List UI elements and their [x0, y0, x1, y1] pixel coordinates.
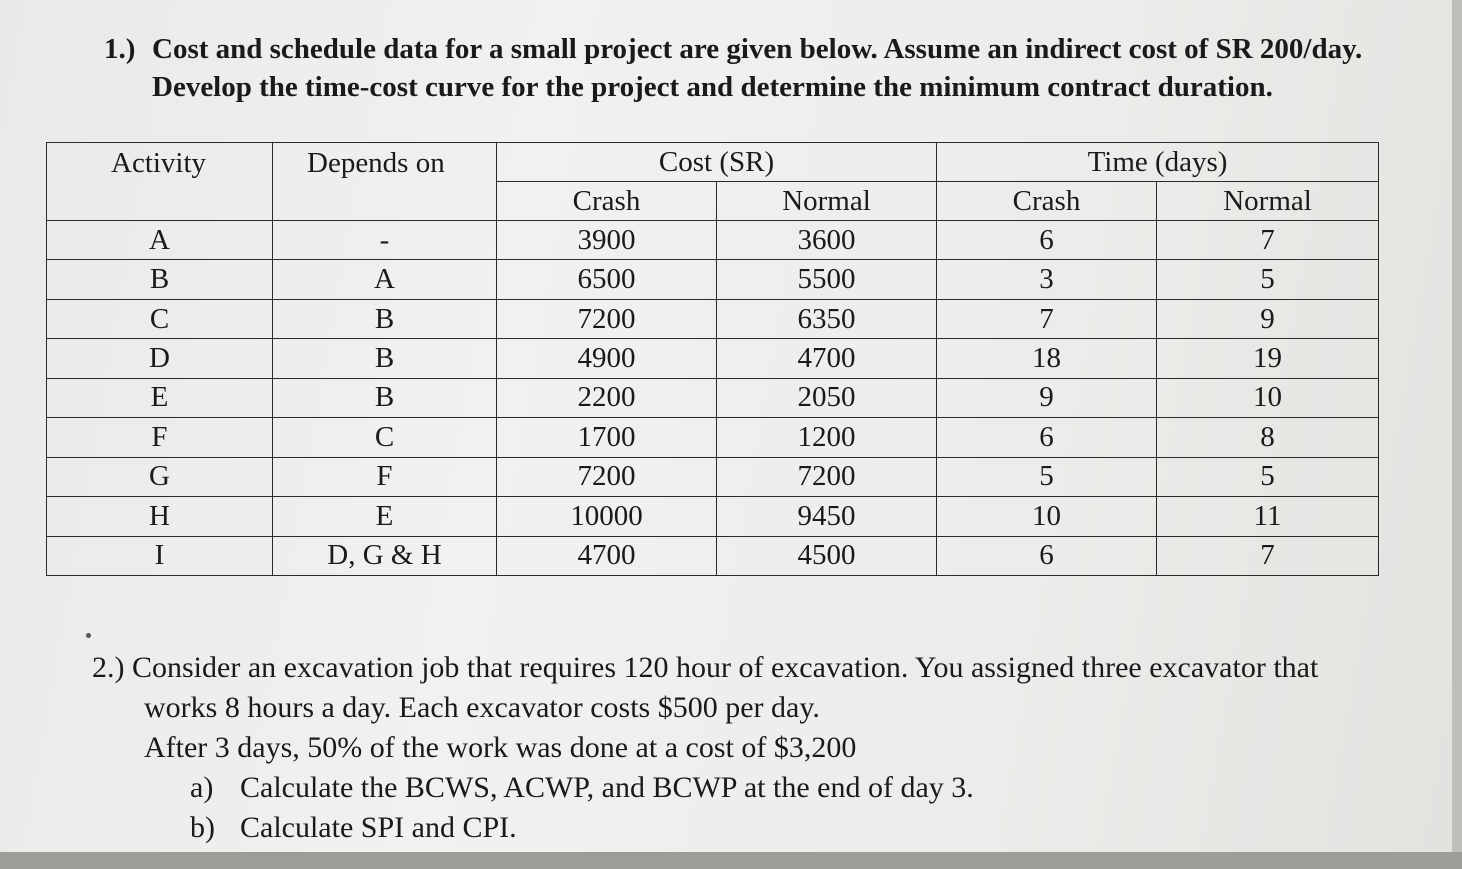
cell-time-crash: 6: [937, 536, 1157, 576]
cell-cost-normal: 4500: [717, 536, 937, 576]
question-2-line-3: After 3 days, 50% of the work was done at a cost of $3,200: [144, 731, 857, 764]
cell-depends: C: [273, 418, 497, 457]
part-a-text: Calculate the BCWS, ACWP, and BCWP at the end of day 3.: [240, 771, 974, 804]
cell-cost-crash: 7200: [497, 457, 717, 496]
cell-cost-normal: 1200: [717, 418, 937, 457]
part-b-label: b): [190, 811, 215, 844]
cell-activity: F: [47, 418, 273, 457]
cell-cost-normal: 4700: [717, 339, 937, 378]
question-2: [92, 648, 1442, 848]
cell-time-crash: 7: [937, 299, 1157, 338]
header-cost-crash: Crash: [497, 182, 717, 221]
question-2-line-2: works 8 hours a day. Each excavator costs $500 per day.: [144, 691, 820, 724]
header-time-normal: Normal: [1157, 182, 1379, 221]
cell-time-crash: 6: [937, 418, 1157, 457]
cell-cost-crash: 2200: [497, 378, 717, 417]
cell-depends: F: [273, 457, 497, 496]
question-2-part-b: [92, 808, 1442, 848]
cell-depends: -: [273, 221, 497, 260]
cell-time-normal: 5: [1157, 457, 1379, 496]
question-1-text-2: Develop the time-cost curve for the project and determine the minimum contract duration.: [152, 71, 1273, 103]
table-row: [47, 418, 1379, 457]
cell-time-normal: 7: [1157, 221, 1379, 260]
cell-time-crash: 3: [937, 260, 1157, 299]
question-2-line-1: 2.) Consider an excavation job that requires 120 hour of excavation. You assigned three excavator that: [92, 651, 1319, 684]
header-depends-on: Depends on: [273, 143, 497, 221]
cost-schedule-table: [46, 142, 1379, 576]
table-row: [47, 457, 1379, 496]
cell-depends: B: [273, 339, 497, 378]
cell-depends: D, G & H: [273, 536, 497, 576]
table-row: [47, 260, 1379, 299]
cell-cost-crash: 4700: [497, 536, 717, 576]
cell-cost-crash: 10000: [497, 497, 717, 536]
cell-activity: A: [47, 221, 273, 260]
header-time-crash: Crash: [937, 182, 1157, 221]
cell-activity: E: [47, 378, 273, 417]
cell-cost-crash: 4900: [497, 339, 717, 378]
cell-cost-normal: 3600: [717, 221, 937, 260]
table-row: [47, 378, 1379, 417]
cell-cost-normal: 9450: [717, 497, 937, 536]
cell-time-normal: 9: [1157, 299, 1379, 338]
cell-depends: E: [273, 497, 497, 536]
cell-cost-normal: 7200: [717, 457, 937, 496]
cell-time-crash: 18: [937, 339, 1157, 378]
table-row: [47, 497, 1379, 536]
cell-cost-normal: 5500: [717, 260, 937, 299]
cell-time-crash: 10: [937, 497, 1157, 536]
cell-activity: I: [47, 536, 273, 576]
cell-cost-crash: 7200: [497, 299, 717, 338]
page-edge-bottom: [0, 852, 1462, 869]
table-row: [47, 299, 1379, 338]
question-1-text-1: Cost and schedule data for a small project are given below. Assume an indirect cost of SR 200/day.: [152, 33, 1363, 65]
cell-activity: C: [47, 299, 273, 338]
part-b-text: Calculate SPI and CPI.: [240, 811, 517, 844]
cell-time-normal: 11: [1157, 497, 1379, 536]
question-2-part-a: [92, 768, 1442, 808]
cell-cost-normal: 6350: [717, 299, 937, 338]
cell-depends: B: [273, 299, 497, 338]
cell-time-normal: 5: [1157, 260, 1379, 299]
header-time: Time (days): [937, 143, 1379, 182]
cell-depends: B: [273, 378, 497, 417]
cell-cost-crash: 6500: [497, 260, 717, 299]
question-1-number: 1.): [104, 33, 136, 65]
page-edge-right: [1452, 0, 1462, 869]
header-cost-normal: Normal: [717, 182, 937, 221]
table-row: [47, 339, 1379, 378]
header-activity: Activity: [47, 143, 273, 221]
part-a-label: a): [190, 771, 214, 804]
cell-time-normal: 19: [1157, 339, 1379, 378]
cell-activity: G: [47, 457, 273, 496]
cell-time-normal: 10: [1157, 378, 1379, 417]
cell-cost-crash: 1700: [497, 418, 717, 457]
cell-activity: D: [47, 339, 273, 378]
cell-time-crash: 9: [937, 378, 1157, 417]
cell-activity: H: [47, 497, 273, 536]
cell-activity: B: [47, 260, 273, 299]
table-row: [47, 536, 1379, 576]
cell-time-normal: 8: [1157, 418, 1379, 457]
cell-time-crash: 5: [937, 457, 1157, 496]
question-1-line-1: [104, 30, 1424, 68]
question-1: [104, 30, 1424, 106]
header-cost: Cost (SR): [497, 143, 937, 182]
cell-depends: A: [273, 260, 497, 299]
cell-cost-crash: 3900: [497, 221, 717, 260]
cell-time-normal: 7: [1157, 536, 1379, 576]
cell-cost-normal: 2050: [717, 378, 937, 417]
cell-time-crash: 6: [937, 221, 1157, 260]
table-row: [47, 221, 1379, 260]
stray-mark: [86, 633, 91, 638]
